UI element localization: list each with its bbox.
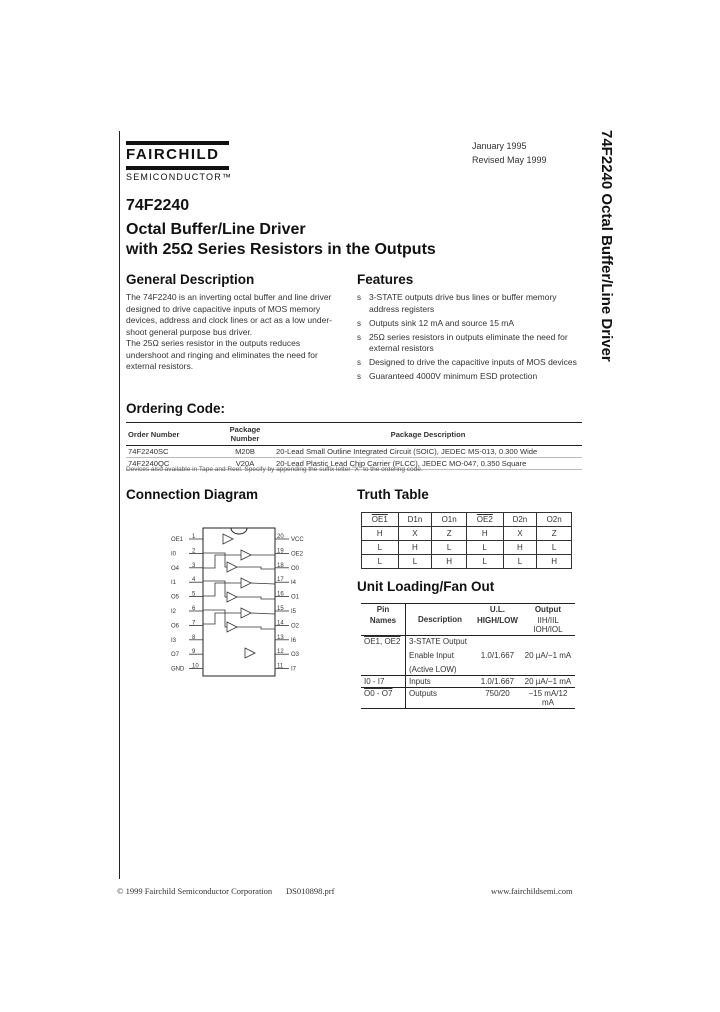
- pin-number-left: 8: [192, 634, 196, 641]
- pin-number-left: 9: [192, 649, 196, 656]
- pin-number-right: 19: [277, 548, 284, 555]
- ordering-header-order-number: Order Number: [126, 423, 216, 446]
- order-number: 74F2240QC: [126, 458, 216, 470]
- title-line-2: with 25Ω Series Resistors in the Outputs: [126, 241, 436, 258]
- ul-description-line: (Active LOW): [409, 665, 457, 674]
- footer-document-id: DS010898.prf: [286, 886, 335, 896]
- package-description: 20-Lead Plastic Lead Chip Carrier (PLCC), JEDEC MO-047, 0.350 Square: [274, 458, 582, 470]
- table-row: [362, 527, 572, 541]
- pin-label-left: O4: [171, 565, 180, 572]
- pin-label-right: O0: [291, 565, 300, 572]
- ul-header-description: Description: [406, 604, 475, 636]
- truth-cell: L: [398, 555, 432, 569]
- table-row: [361, 688, 575, 709]
- truth-header-d1n: D1n: [398, 513, 432, 527]
- ul-description: [406, 636, 475, 676]
- connection-diagram-heading: Connection Diagram: [126, 487, 259, 502]
- order-number: 74F2240SC: [126, 446, 216, 458]
- logo-subtitle: SEMICONDUCTOR™: [126, 172, 233, 182]
- pin-number-left: 2: [192, 548, 196, 555]
- package-number: M20B: [216, 446, 274, 458]
- pin-label-right: I4: [291, 580, 297, 587]
- feature-item: s 25Ω series resistors in outputs eliminate the need for external resistors: [357, 332, 577, 355]
- ul-pin: O0 - O7: [361, 688, 406, 709]
- side-title: 74F2240 Octal Buffer/Line Driver: [598, 130, 615, 362]
- pin-label-right: I7: [291, 666, 297, 673]
- ul-header-ul: U.L.: [474, 604, 521, 616]
- pin-label-left: I1: [171, 580, 177, 587]
- truth-cell: L: [537, 541, 572, 555]
- ul-header-output: Output: [521, 604, 575, 616]
- truth-header-d2n: D2n: [503, 513, 537, 527]
- truth-cell: L: [362, 541, 399, 555]
- pin-label-left: GND: [171, 666, 185, 673]
- ul-value: 1.0/1.667: [474, 676, 521, 688]
- truth-cell: X: [398, 527, 432, 541]
- footer-copyright: © 1999 Fairchild Semiconductor Corporation: [117, 886, 273, 896]
- pin-number-left: 1: [192, 534, 196, 540]
- table-row: [361, 676, 575, 688]
- pin-label-left: I3: [171, 637, 177, 644]
- general-description-para-1: The 74F2240 is an inverting octal buffer and line driver designed to drive capacitive inputs of MOS memory devices, address and clock lines or act as a low under-shoot general purpose bus driver.: [126, 292, 332, 337]
- ordering-note: Devices also available in Tape and Reel. Specify by appending the suffix letter "X" to the ordering code.: [126, 466, 423, 473]
- ul-header-high-low: HIGH/LOW: [474, 615, 521, 636]
- pin-label-left: I0: [171, 551, 177, 558]
- pin-number-right: 11: [277, 663, 284, 670]
- unit-loading-heading: Unit Loading/Fan Out: [357, 579, 495, 594]
- title-line-1: Octal Buffer/Line Driver: [126, 221, 306, 238]
- pin-label-right: O2: [291, 623, 300, 630]
- table-row: [126, 446, 582, 458]
- pin-label-right: I6: [291, 637, 297, 644]
- ul-description: Inputs: [406, 676, 475, 688]
- ul-value: 1.0/1.667: [480, 651, 515, 660]
- table-row: [362, 541, 572, 555]
- ul-pin: I0 - I7: [361, 676, 406, 688]
- connection-diagram: [165, 522, 315, 680]
- pin-number-right: 12: [277, 649, 284, 656]
- part-number: 74F2240: [126, 197, 190, 214]
- feature-item: s Guaranteed 4000V minimum ESD protection: [357, 371, 577, 383]
- ul-output: 20 µA/−1 mA: [521, 676, 575, 688]
- ordering-code-table: [126, 422, 582, 470]
- pin-number-left: 3: [192, 562, 196, 569]
- truth-cell: H: [362, 527, 399, 541]
- pin-label-left: I2: [171, 609, 177, 615]
- truth-header-o2n: O2n: [537, 513, 572, 527]
- logo-bar-bottom: [126, 166, 229, 170]
- pin-number-left: 5: [192, 591, 196, 598]
- ul-output: −15 mA/12 mA: [521, 688, 575, 709]
- ul-pin: OE1, OE2: [364, 637, 401, 646]
- truth-table: [361, 512, 572, 569]
- pin-label-left: OE1: [171, 537, 184, 543]
- feature-item: s Outputs sink 12 mA and source 15 mA: [357, 318, 577, 330]
- ul-header-names: Names: [361, 615, 406, 636]
- ul-output: 20 µA/−1 mA: [524, 651, 572, 660]
- pin-number-left: 4: [192, 577, 196, 584]
- truth-cell: X: [503, 527, 537, 541]
- ul-header-ioh: IOH/IOL: [533, 625, 563, 634]
- logo-bar-top: [126, 141, 229, 145]
- table-row: [361, 636, 575, 676]
- footer-url[interactable]: www.fairchildsemi.com: [491, 886, 573, 896]
- date-revised: Revised May 1999: [472, 155, 547, 165]
- feature-item: s Designed to drive the capacitive inputs of MOS devices: [357, 357, 577, 369]
- truth-cell: H: [398, 541, 432, 555]
- pin-label-right: VCC: [291, 537, 304, 543]
- left-margin-rule: [119, 131, 120, 879]
- pin-number-left: 6: [192, 606, 196, 612]
- ul-header-iih: IIH/IIL: [537, 616, 559, 625]
- features-list: [357, 292, 577, 385]
- ul-header-currents: [521, 615, 575, 636]
- general-description-heading: General Description: [126, 272, 255, 287]
- truth-cell: H: [466, 527, 503, 541]
- features-heading: Features: [357, 272, 414, 287]
- truth-cell: L: [432, 541, 467, 555]
- pin-number-right: 14: [277, 620, 284, 627]
- pin-label-left: O5: [171, 594, 180, 601]
- ordering-header-package-description: Package Description: [274, 423, 582, 446]
- ul-description: Outputs: [406, 688, 475, 709]
- truth-cell: L: [466, 541, 503, 555]
- truth-header-oe2: OE2: [466, 513, 503, 527]
- package-number: V20A: [216, 458, 274, 470]
- ordering-code-heading: Ordering Code:: [126, 401, 226, 416]
- truth-cell: Z: [537, 527, 572, 541]
- pin-number-left: 10: [192, 663, 199, 670]
- ul-description-line: 3-STATE Output: [409, 637, 467, 646]
- unit-loading-table: [361, 603, 575, 709]
- pin-number-right: 15: [277, 606, 284, 612]
- truth-cell: Z: [432, 527, 467, 541]
- ul-description-line: Enable Input: [409, 651, 454, 660]
- general-description-para-2: The 25Ω series resistor in the outputs reduces undershoot and ringing and eliminates the need for external resistors.: [126, 338, 318, 371]
- ul-value: 750/20: [474, 688, 521, 709]
- truth-cell: L: [362, 555, 399, 569]
- pin-label-right: OE2: [291, 551, 304, 558]
- pin-number-left: 7: [192, 620, 196, 627]
- pin-label-right: I5: [291, 609, 297, 615]
- truth-cell: L: [503, 555, 537, 569]
- logo-name: FAIRCHILD: [126, 146, 220, 163]
- truth-table-heading: Truth Table: [357, 487, 429, 502]
- pin-number-right: 17: [277, 577, 284, 584]
- pin-label-right: O3: [291, 652, 300, 659]
- truth-cell: H: [503, 541, 537, 555]
- truth-header-o1n: O1n: [432, 513, 467, 527]
- ordering-header-package-number: Package Number: [216, 423, 274, 446]
- pin-number-right: 13: [277, 634, 284, 641]
- pin-label-right: O1: [291, 594, 300, 601]
- pin-label-left: O6: [171, 623, 180, 630]
- date-original: January 1995: [472, 141, 527, 151]
- pin-label-left: O7: [171, 652, 180, 659]
- package-description: 20-Lead Small Outline Integrated Circuit (SOIC), JEDEC MS-013, 0.300 Wide: [274, 446, 582, 458]
- pin-number-right: 16: [277, 591, 284, 598]
- table-row: [362, 555, 572, 569]
- truth-cell: H: [432, 555, 467, 569]
- truth-cell: H: [537, 555, 572, 569]
- pin-number-right: 20: [277, 534, 284, 540]
- ul-header-pin: Pin: [361, 604, 406, 616]
- feature-item: s 3-STATE outputs drive bus lines or buffer memory address registers: [357, 292, 577, 315]
- truth-cell: L: [466, 555, 503, 569]
- truth-header-oe1: OE1: [362, 513, 399, 527]
- pin-number-right: 18: [277, 562, 284, 569]
